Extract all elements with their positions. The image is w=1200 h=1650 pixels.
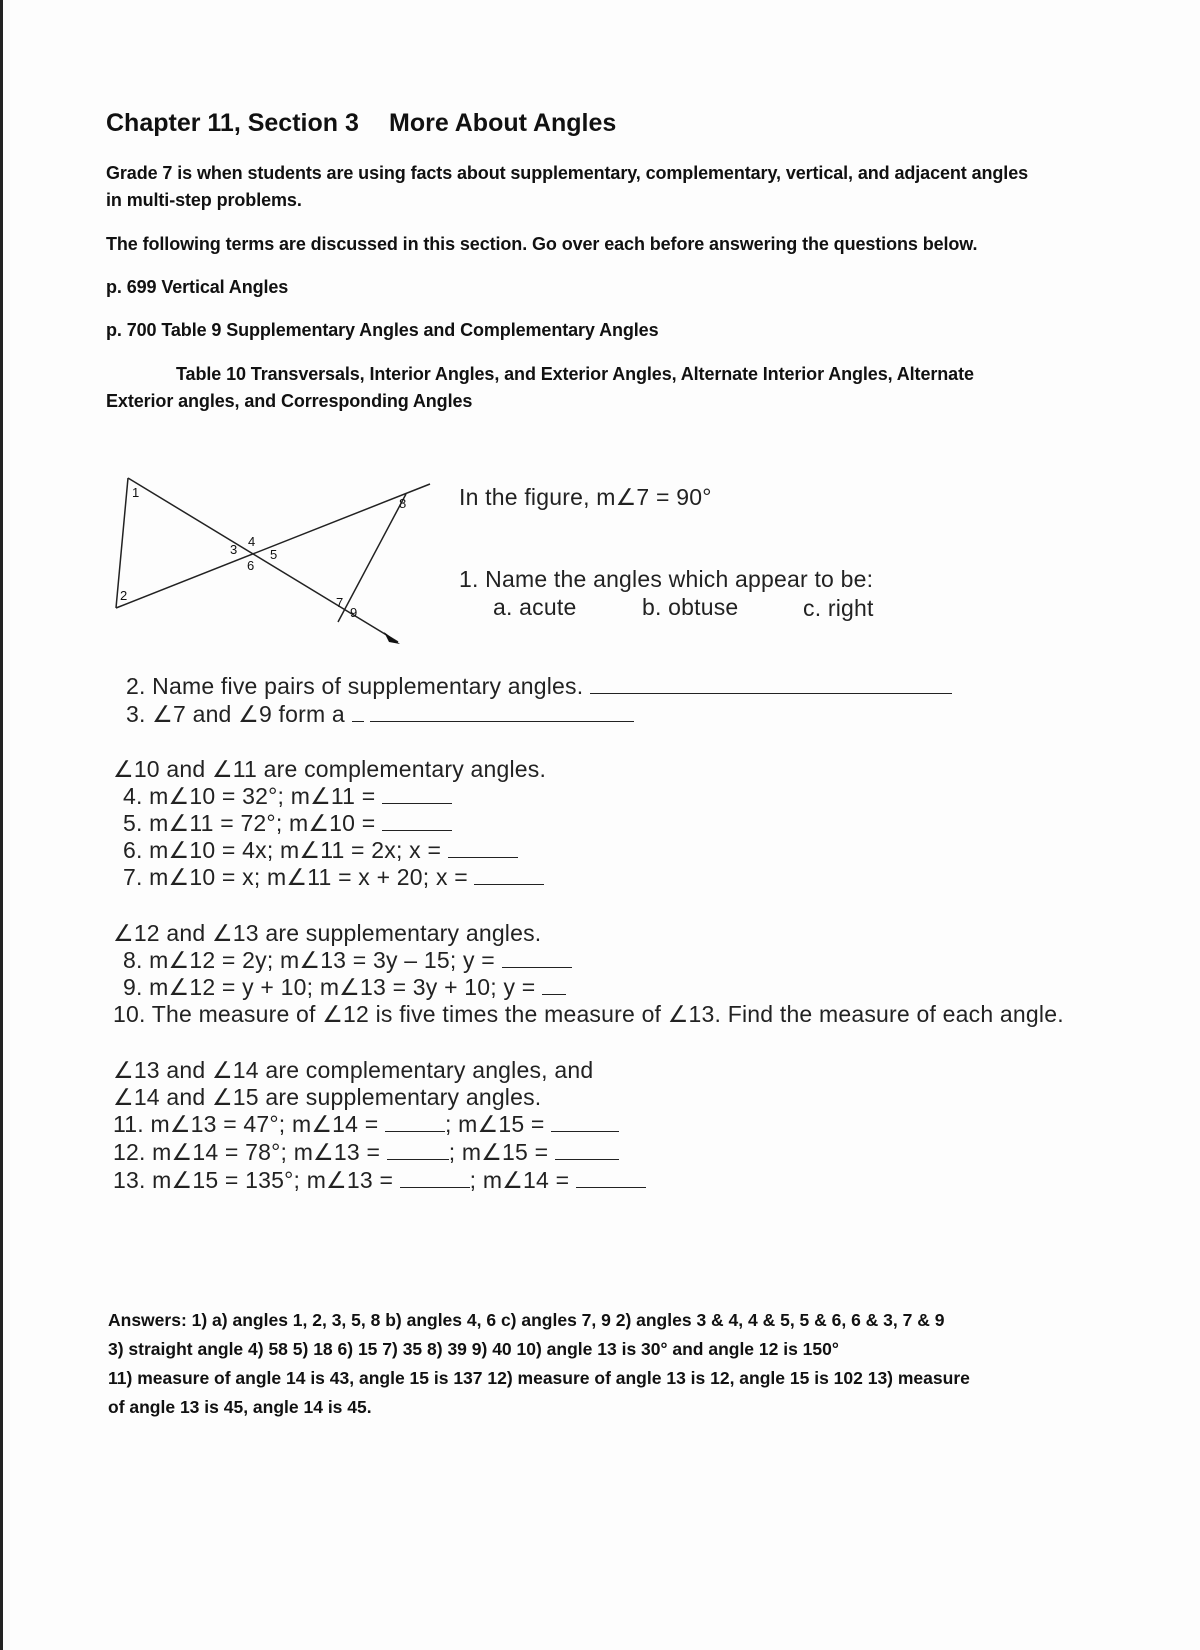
angle-label-6: 6	[247, 558, 255, 573]
question-13-text-a: 13. m∠15 = 135°; m∠13 =	[113, 1167, 394, 1193]
angle-label-4: 4	[248, 534, 256, 549]
question-9	[123, 974, 566, 1001]
question-3-blank-a	[352, 720, 364, 722]
question-8	[123, 947, 572, 974]
figure-given: In the figure, m∠7 = 90°	[459, 484, 712, 510]
reference-table-9: p. 700 Table 9 Supplementary Angles and Complementary Angles	[106, 320, 659, 340]
question-7	[123, 864, 544, 891]
question-8-text: 8. m∠12 = 2y; m∠13 = 3y – 15; y =	[123, 947, 495, 973]
question-3	[126, 701, 634, 728]
right-segment	[338, 494, 406, 622]
answers-line-3: 11) measure of angle 14 is 43, angle 15 is 137 12) measure of angle 13 is 12, angle 15 is 102 13) measure	[108, 1368, 970, 1388]
answers-line-4: of angle 13 is 45, angle 14 is 45.	[108, 1397, 372, 1417]
answers-line-1: Answers: 1) a) angles 1, 2, 3, 5, 8 b) angles 4, 6 c) angles 7, 9 2) angles 3 & 4, 4 & 5, 5 & 6, 6 & 3, 7 & 9	[108, 1310, 945, 1330]
angle-figure	[110, 470, 440, 650]
reference-table-10-line-2: Exterior angles, and Corresponding Angles	[106, 391, 473, 411]
question-12-text-a: 12. m∠14 = 78°; m∠13 =	[113, 1139, 381, 1165]
question-4-blank	[382, 802, 452, 804]
question-11-blank-b	[551, 1130, 619, 1132]
question-11-text-a: 11. m∠13 = 47°; m∠14 =	[113, 1111, 379, 1137]
angle-label-7: 7	[336, 595, 344, 610]
question-13-blank-a	[400, 1186, 470, 1188]
question-5	[123, 810, 452, 837]
answers-line-2: 3) straight angle 4) 58 5) 18 6) 15 7) 35 8) 39 9) 40 10) angle 13 is 30° and angle 12 is 150°	[108, 1339, 839, 1359]
complementary-group-13-14: ∠13 and ∠14 are complementary angles, and	[113, 1057, 594, 1083]
supplementary-group-12-13: ∠12 and ∠13 are supplementary angles.	[113, 920, 542, 946]
question-13-text-b: ; m∠14 =	[469, 1167, 570, 1193]
scan-edge	[0, 0, 3, 1650]
question-3-text: 3. ∠7 and ∠9 form a	[126, 701, 345, 727]
angle-label-3: 3	[230, 542, 238, 557]
page-title: More About Angles	[389, 109, 617, 137]
transversal-line	[128, 478, 398, 642]
section-heading: Chapter 11, Section 3	[106, 109, 359, 137]
angle-label-1: 1	[132, 485, 140, 500]
angle-label-9: 9	[350, 605, 358, 620]
question-5-text: 5. m∠11 = 72°; m∠10 =	[123, 810, 376, 836]
question-4	[123, 783, 452, 810]
question-11	[113, 1111, 619, 1138]
question-11-text-b: ; m∠15 =	[444, 1111, 545, 1137]
intro-line-2: in multi-step problems.	[106, 190, 302, 210]
supplementary-group-14-15: ∠14 and ∠15 are supplementary angles.	[113, 1084, 542, 1110]
question-12-text-b: ; m∠15 =	[448, 1139, 549, 1165]
question-6-text: 6. m∠10 = 4x; m∠11 = 2x; x =	[123, 837, 442, 863]
question-1a: a. acute	[493, 594, 577, 620]
reference-table-10-line-1: Table 10 Transversals, Interior Angles, and Exterior Angles, Alternate Interior Angles, Alternate	[176, 364, 974, 384]
question-7-blank	[474, 883, 544, 885]
arrow-head-icon	[384, 632, 400, 644]
question-5-blank	[382, 829, 452, 831]
question-9-blank	[542, 993, 566, 995]
question-9-text: 9. m∠12 = y + 10; m∠13 = 3y + 10; y =	[123, 974, 536, 1000]
question-10: 10. The measure of ∠12 is five times the measure of ∠13. Find the measure of each angle.	[113, 1001, 1064, 1027]
complementary-group-10-11: ∠10 and ∠11 are complementary angles.	[113, 756, 547, 782]
question-12	[113, 1139, 619, 1166]
question-6	[123, 837, 518, 864]
question-4-text: 4. m∠10 = 32°; m∠11 =	[123, 783, 376, 809]
question-3-blank-b	[370, 720, 634, 722]
question-7-text: 7. m∠10 = x; m∠11 = x + 20; x =	[123, 864, 468, 890]
intro-line-1: Grade 7 is when students are using facts about supplementary, complementary, vertical, and adjacent angles	[106, 163, 1029, 183]
question-2-text: 2. Name five pairs of supplementary angles.	[126, 673, 584, 699]
upper-line	[116, 484, 430, 608]
angle-label-8: 8	[399, 496, 407, 511]
question-13	[113, 1167, 646, 1194]
question-11-blank-a	[385, 1130, 445, 1132]
reference-vertical-angles: p. 699 Vertical Angles	[106, 277, 289, 297]
angle-label-5: 5	[270, 547, 278, 562]
question-8-blank	[502, 966, 572, 968]
question-13-blank-b	[576, 1186, 646, 1188]
question-12-blank-b	[555, 1158, 619, 1160]
question-6-blank	[448, 856, 518, 858]
angle-label-2: 2	[120, 588, 128, 603]
question-1b: b. obtuse	[642, 594, 739, 620]
question-12-blank-a	[387, 1158, 449, 1160]
question-2-blank	[590, 692, 952, 694]
question-1c: c. right	[803, 595, 874, 621]
question-1: 1. Name the angles which appear to be:	[459, 566, 874, 592]
terms-intro: The following terms are discussed in this section. Go over each before answering the questions below.	[106, 234, 978, 254]
question-2	[126, 673, 952, 700]
